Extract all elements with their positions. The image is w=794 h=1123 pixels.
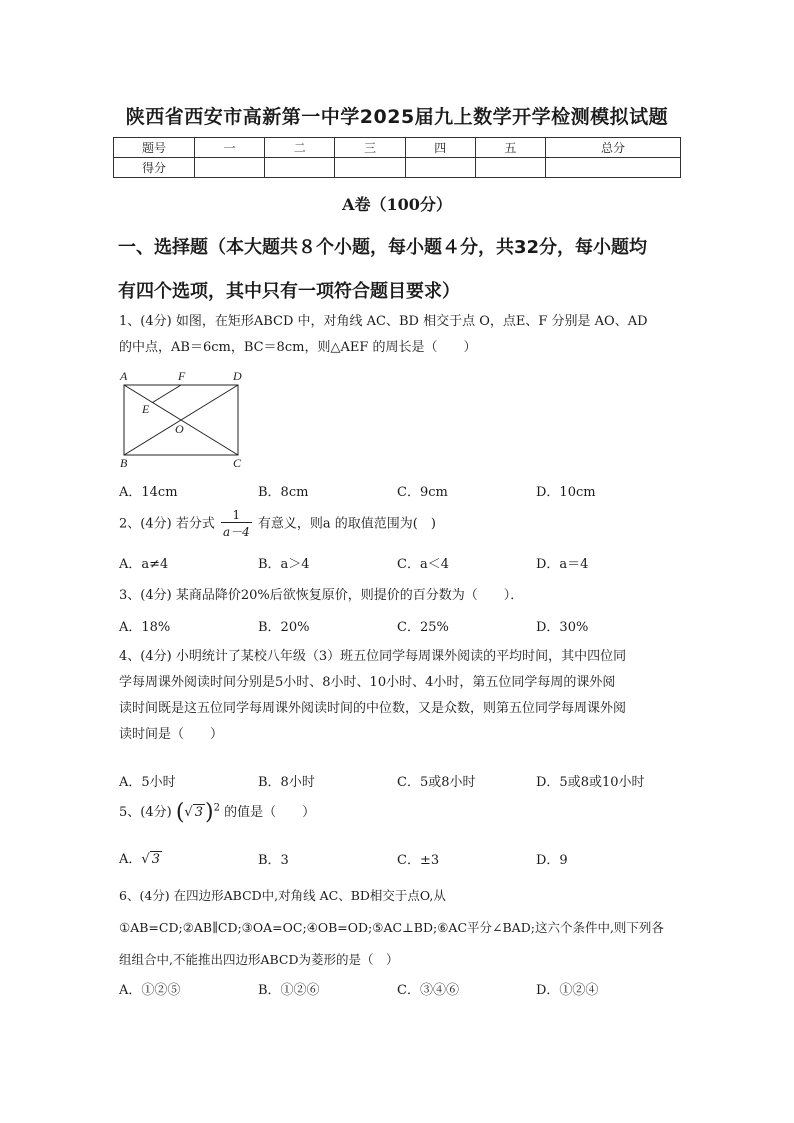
exponent: 2 — [213, 802, 220, 814]
option-d: D．a＝4 — [536, 557, 589, 572]
question-line: 组组合中,不能推出四边形ABCD为菱形的是（ ） — [119, 952, 399, 967]
question-line: 6、(4分) 在四边形ABCD中,对角线 AC、BD相交于点O,从 — [119, 888, 446, 903]
option-d: D．30% — [536, 620, 589, 635]
question-4 — [119, 644, 679, 748]
option-d: D．5或8或10小时 — [536, 775, 645, 790]
question-text: 2、(4分) 若分式 — [119, 516, 215, 532]
question-6 — [119, 880, 679, 976]
radical-sign: √ — [141, 852, 150, 867]
label-b: B — [120, 456, 128, 470]
score-table-score-row — [114, 158, 681, 178]
right-paren: ) — [205, 800, 214, 825]
option-c: C．③④⑥ — [397, 983, 459, 998]
question-text: 的值是（ ） — [224, 805, 316, 820]
score-cell: 得分 — [114, 158, 195, 178]
label-c: C — [233, 456, 242, 470]
option-label: A． — [119, 852, 142, 867]
score-cell: 四 — [405, 138, 475, 158]
score-table — [113, 137, 681, 178]
score-entry-cell — [335, 158, 405, 178]
square-root — [141, 852, 162, 867]
score-cell: 三 — [335, 138, 405, 158]
radical-sign: √ — [184, 805, 193, 820]
option-a — [119, 848, 162, 867]
question-line: 读时间是（ ） — [119, 727, 224, 742]
part-heading-line: 一、选择题（本大题共８个小题，每小题４分，共32分，每小题均 — [118, 237, 648, 258]
question-text: 有意义，则a 的取值范围为( ) — [257, 516, 436, 532]
option-c: C．±3 — [397, 853, 440, 868]
option-b: B．①②⑥ — [258, 983, 320, 998]
section-heading: A卷（100分） — [342, 195, 452, 214]
question-line: 学每周课外阅读时间分别是5小时、8小时、10小时、4小时，第五位同学每周的课外阅 — [119, 675, 616, 690]
label-f: F — [178, 369, 186, 383]
score-entry-cell — [265, 158, 335, 178]
question-line: 的中点，AB＝6cm，BC＝8cm，则△AEF 的周长是（ ） — [119, 340, 477, 355]
label-o: O — [175, 422, 184, 436]
score-entry-cell — [405, 158, 475, 178]
fraction — [221, 508, 252, 540]
option-b: B．8小时 — [258, 775, 315, 790]
segment-ef — [153, 385, 182, 403]
option-a: A．a≠4 — [119, 557, 169, 572]
score-cell: 二 — [265, 138, 335, 158]
score-cell: 五 — [475, 138, 545, 158]
score-entry-cell — [475, 158, 545, 178]
option-d: D．①②④ — [536, 983, 599, 998]
radicand: 3 — [151, 852, 160, 867]
fraction-numerator: 1 — [221, 508, 252, 523]
question-text: 5、(4分) — [119, 805, 172, 820]
score-entry-cell — [195, 158, 265, 178]
question-line: ①AB=CD;②AB∥CD;③OA=OC;④OB=OD;⑤AC⊥BD;⑥AC平分∠BAD;这六个条件中,则下列各 — [119, 920, 664, 935]
fraction-denominator: a－4 — [222, 525, 250, 539]
score-cell: 总分 — [546, 138, 681, 158]
question-2 — [119, 508, 436, 540]
option-b: B．8cm — [258, 485, 309, 500]
option-c: C．25% — [397, 620, 449, 635]
question-line: 读时间既是这五位同学每周课外阅读时间的中位数，又是众数，则第五位同学每周课外阅 — [119, 701, 627, 716]
option-c: C．a＜4 — [397, 557, 449, 572]
option-a: A．5小时 — [119, 775, 176, 790]
label-d: D — [233, 369, 242, 383]
label-a: A — [120, 369, 128, 383]
option-b: B．a＞4 — [258, 557, 310, 572]
option-a: A．18% — [119, 620, 171, 635]
question-5 — [119, 800, 315, 825]
option-d: D．9 — [536, 853, 568, 868]
label-e: E — [142, 402, 150, 416]
score-cell: 题号 — [114, 138, 195, 158]
left-paren: ( — [175, 800, 185, 825]
question-1 — [119, 309, 679, 361]
score-entry-cell — [546, 158, 681, 178]
radicand: 3 — [194, 805, 203, 820]
part-heading — [118, 226, 688, 314]
square-root — [184, 805, 205, 820]
part-heading-line: 有四个选项，其中只有一项符合题目要求） — [118, 281, 460, 302]
rectangle-figure — [115, 368, 255, 472]
score-cell: 一 — [195, 138, 265, 158]
page-title: 陕西省西安市高新第一中学2025届九上数学开学检测模拟试题 — [125, 106, 669, 128]
question-line: 1、(4分) 如图，在矩形ABCD 中，对角线 AC、BD 相交于点 O，点E、F 分别是 AO、AD — [119, 314, 648, 329]
option-a: A．①②⑤ — [119, 983, 181, 998]
question-line: 4、(4分) 小明统计了某校八年级（3）班五位同学每周课外阅读的平均时间，其中四位同 — [119, 649, 627, 664]
option-b: B．20% — [258, 620, 310, 635]
option-b: B．3 — [258, 853, 289, 868]
option-c: C．5或8小时 — [397, 775, 476, 790]
option-d: D．10cm — [536, 485, 596, 500]
option-c: C．9cm — [397, 485, 448, 500]
question-3: 3、(4分) 某商品降价20%后欲恢复原价，则提价的百分数为（ ）． — [119, 588, 524, 603]
option-a: A．14cm — [119, 485, 178, 500]
score-table-header-row — [114, 138, 681, 158]
